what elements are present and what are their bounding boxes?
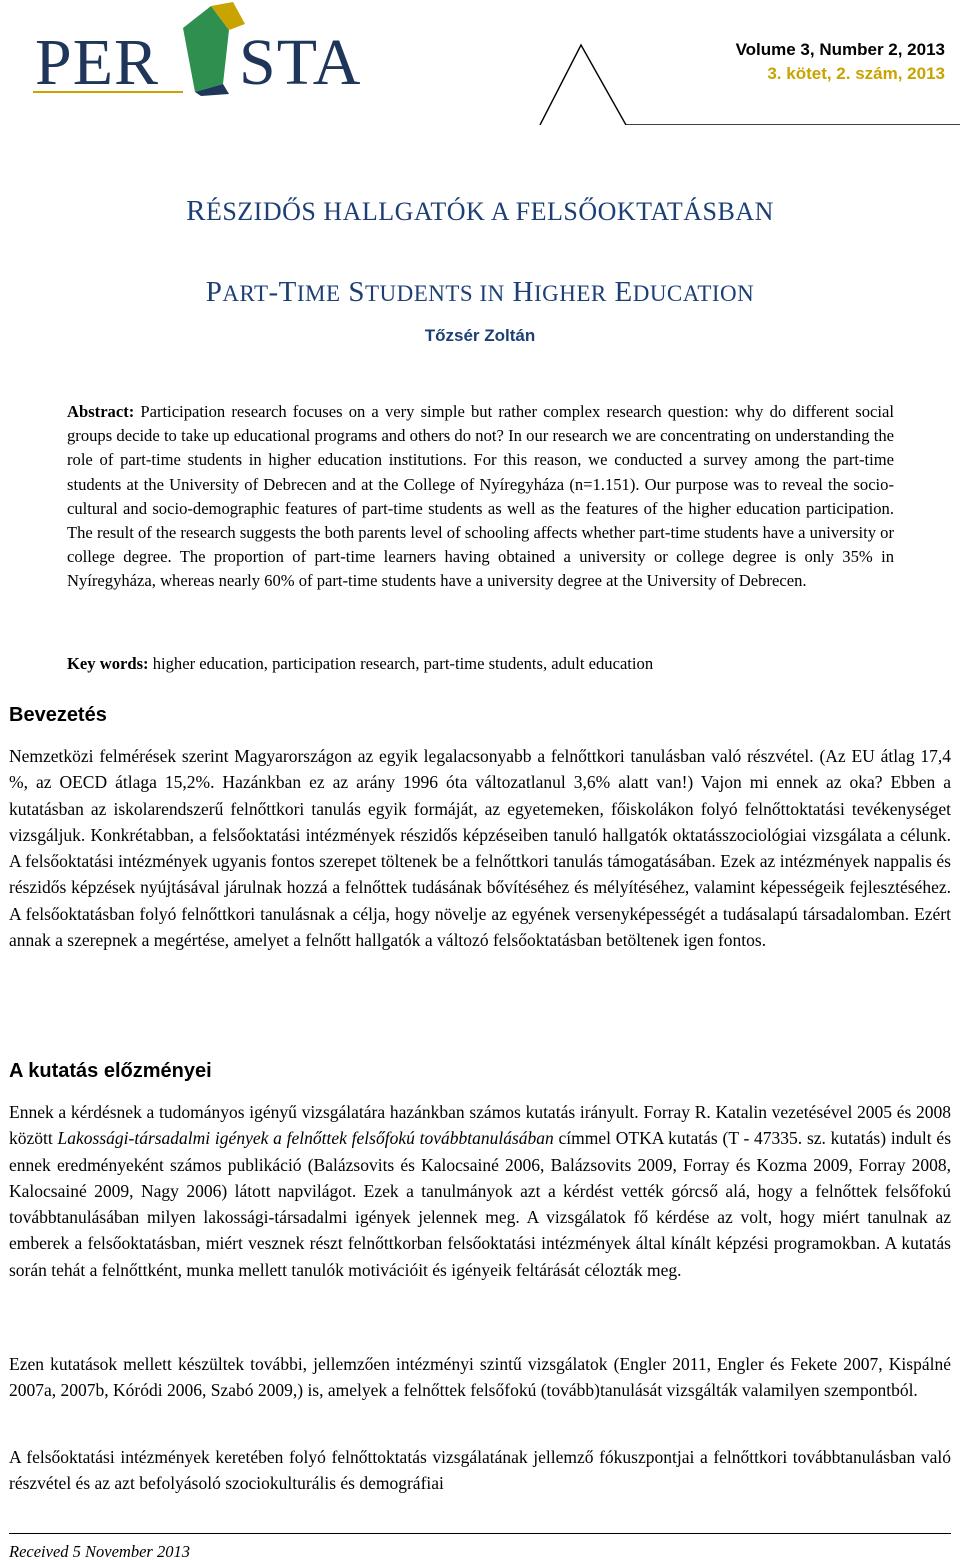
title-en-part: IME bbox=[296, 281, 341, 306]
title-hungarian bbox=[0, 193, 960, 230]
title-en-part: IGHER bbox=[533, 281, 607, 306]
title-en-part: - bbox=[268, 276, 279, 308]
paragraph: A felsőoktatási intézmények keretében folyó felnőttoktatás vizsgálatának jellemző fókuszpontjai a felnőttkori továbbtanulásban való részvétel és az azt befolyásoló szociokulturális és demográfiai bbox=[9, 1447, 951, 1494]
author-name: Tőzsér Zoltán bbox=[424, 326, 536, 345]
received-date: Received 5 November 2013 bbox=[9, 1542, 190, 1561]
page-header bbox=[0, 0, 960, 125]
footer-divider bbox=[9, 1533, 951, 1534]
perspecta-logo-icon bbox=[33, 0, 373, 96]
paragraph-italic-title: Lakossági-társadalmi igények a felnőttek felsőfokú továbbtanulásában bbox=[57, 1128, 554, 1149]
paragraph: Ezen kutatások mellett készültek további, jellemzően intézményi szintű vizsgálatok (Engler 2011, Engler és Fekete 2007, Kispálné 2007a, 2007b, Kóródi 2006, Szabó 2009,) is, amelyek a felnőttek felsőfokú (tovább)tanulását vizsgálták valamilyen szempontból. bbox=[9, 1354, 951, 1401]
title-english bbox=[0, 274, 960, 312]
title-en-part: P bbox=[205, 276, 223, 308]
abstract bbox=[67, 400, 894, 594]
kotet-line: 3. kötet, 2. szám, 2013 bbox=[767, 64, 945, 83]
title-en-part: ART bbox=[222, 281, 269, 306]
title-en-part: S bbox=[340, 276, 365, 308]
svg-text:STA: STA bbox=[239, 26, 362, 96]
volume-line: Volume 3, Number 2, 2013 bbox=[735, 40, 945, 59]
keywords-text: higher education, participation research, part-time students, adult education bbox=[148, 654, 654, 673]
section-heading-bevezetes: Bevezetés bbox=[9, 704, 107, 726]
abstract-text: Participation research focuses on a very simple but rather complex research question: why do different social groups decide to take up educational programs and others do not? In our research we are concentrating on understanding the role of part-time students in higher education institutions. For this reason, we conducted a survey among the part-time students at the University of Debrecen and at the College of Nyíregyháza (n=1.151). Our purpose was to reveal the socio-cultural and socio-demographic features of part-time students as well as the features of the higher education participation. The result of the research suggests the both parents level of schooling affects whether part-time students have a university or college degree. The proportion of part-time learners having obtained a university or college degree is only 35% in Nyíregyháza, whereas nearly 60% of part-time students have a university degree at the University of Debrecen. bbox=[67, 402, 894, 591]
title-en-part: E bbox=[606, 276, 633, 308]
paragraph-text: címmel OTKA kutatás (T - 47335. sz. kutatás) indult és ennek eredményeként számos publikáció (Balázsovits és Kalocsainé 2006, Balázsovits 2009, Forray és Kozma 2009, Forray 2008, Kalocsainé 2009, Nagy 2006) látott napvilágot. Ezek a tanulmányok azt a kérdést vették górcső alá, hogy a felnőttek felsőfokú továbbtanulásában milyen lakossági-társadalmi igények jelennek meg. A vizsgálatok fő kérdése az volt, hogy miért tanulnak az emberek a felsőoktatásban, miért vesznek részt felnőttkorban felsőoktatási intézmények által kínált képzési programokban. A kutatás során tehát a felnőttként, munka mellett tanulók motivációit és igényeik feltárását célozták meg. bbox=[9, 1128, 951, 1280]
keywords-label: Key words: bbox=[67, 654, 149, 673]
keywords bbox=[67, 652, 894, 676]
journal-logo bbox=[33, 0, 373, 96]
paragraph-text: Ennek a kérdésnek a tudományos igényű vizsgálatára hazánkban számos kutatás irányult. Forray R. Katalin vezetésével 2005 és 2008 között bbox=[9, 1102, 951, 1149]
svg-text:PER: PER bbox=[35, 26, 160, 96]
section-heading-kutatas: A kutatás előzményei bbox=[9, 1060, 212, 1082]
paragraph bbox=[9, 1099, 951, 1283]
abstract-label: Abstract: bbox=[67, 402, 135, 421]
title-en-part: H bbox=[504, 276, 534, 308]
title-hu-rest: ÉSZIDŐS HALLGATÓK A FELSŐOKTATÁSBAN bbox=[205, 197, 774, 226]
title-hu-initial: R bbox=[186, 195, 206, 227]
title-en-part: TUDENTS IN bbox=[364, 281, 505, 306]
title-en-part: DUCATION bbox=[632, 281, 755, 306]
paragraph: Nemzetközi felmérések szerint Magyarországon az egyik legalacsonyabb a felnőttkori tanulásban való részvétel. (Az EU átlag 17,4 %, az OECD átlaga 15,2%. Hazánkban ez az arány 1996 óta változatlanul 3,6% alatt van!) Vajon mi ennek az oka? Ebben a kutatásban az iskolarendszerű felnőttkori tanulás egyik formáját, az egyetemeken, főiskolákon folyó felnőttoktatási tevékenységet vizsgáljuk. Konkrétabban, a felsőoktatási intézmények részidős képzéseiben tanuló hallgatók oktatásszociológiai vizsgálata a célunk. A felsőoktatási intézmények ugyanis fontos szerepet töltenek be a felnőttkori tanulás támogatásában. Ezek az intézmények nappalis és részidős képzések nyújtásával járulnak hozzá a felnőttek tudásának bővítéséhez és mélyítéséhez, valamint képességeik fejlesztéséhez. A felsőoktatásban folyó felnőttkori tanulásnak a célja, hogy növelje az egyének versenyképességét a tudásalapú társadalomban. Ezért annak a szerepnek a megértése, amelyet a felnőtt hallgatók a változó felsőoktatásban betöltenek igen fontos. bbox=[9, 746, 951, 951]
volume-info bbox=[736, 38, 945, 86]
title-en-part: T bbox=[278, 276, 297, 308]
